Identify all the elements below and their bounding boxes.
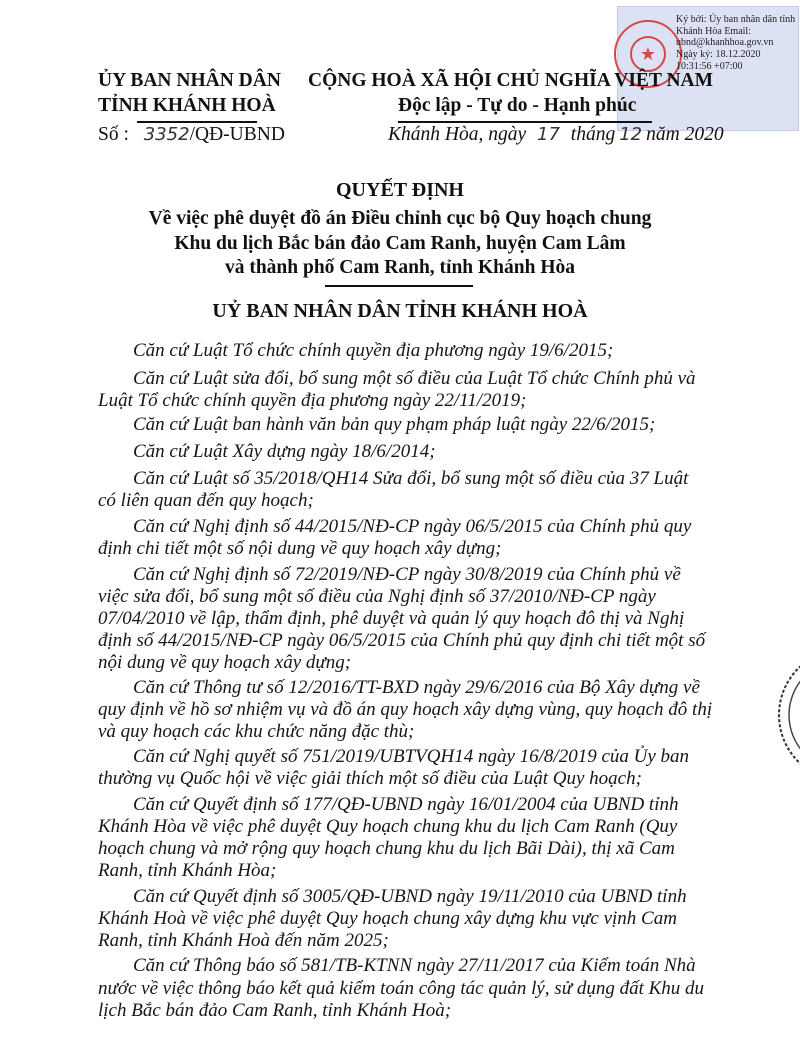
seal-inner-ring — [630, 36, 666, 72]
date-day-handwritten: 17 — [537, 124, 560, 145]
body-line: Căn cứ Luật ban hành văn bản quy phạm pháp luật ngày 22/6/2015; — [133, 414, 656, 435]
body-line: nước về việc thông báo kết quả kiểm toán công tác quản lý, sử dụng đất Khu du — [98, 978, 705, 999]
body-line: Căn cứ Nghị quyết số 751/2019/UBTVQH14 ngày 16/8/2019 của Ủy ban — [133, 746, 690, 767]
motto-underline — [398, 121, 652, 123]
number-handwritten: 3352 — [143, 124, 190, 145]
body-line: Ranh, tỉnh Khánh Hoà đến năm 2025; — [98, 930, 389, 951]
issuer-line-1: ỦY BAN NHÂN DÂN — [98, 70, 281, 91]
body-line: Căn cứ Thông báo số 581/TB-KTNN ngày 27/11/2017 của Kiểm toán Nhà — [133, 955, 696, 976]
decision-title: QUYẾT ĐỊNH — [336, 179, 464, 201]
signature-text: Ký bởi: Ủy ban nhân dân tỉnh Khánh Hòa Email: ubnd@khanhhoa.gov.vn Ngày ký: 18.12.2020 10:31:56 +07:00 — [676, 14, 796, 72]
date-prefix: Khánh Hòa, ngày — [388, 124, 527, 145]
body-line: và quy hoạch các khu chức năng đặc thù; — [98, 721, 415, 742]
body-line: Khánh Hoà về việc phê duyệt Quy hoạch chung xây dựng khu vực vịnh Cam — [98, 908, 677, 929]
body-line: Căn cứ Luật sửa đổi, bổ sung một số điều của Luật Tổ chức Chính phủ và — [133, 368, 696, 389]
partial-stamp-icon — [745, 640, 800, 790]
body-line: Căn cứ Luật Tổ chức chính quyền địa phương ngày 19/6/2015; — [133, 340, 614, 361]
date-month-handwritten: 12 — [619, 124, 643, 145]
body-line: 07/04/2010 về lập, thẩm định, phê duyệt và quản lý quy hoạch đô thị và Nghị — [98, 608, 685, 629]
body-line: hoạch chung và mở rộng quy hoạch chung khu du lịch Bãi Dài), thị xã Cam — [98, 838, 675, 859]
body-line: Ranh, tỉnh Khánh Hòa; — [98, 860, 277, 881]
body-line: Căn cứ Quyết định số 3005/QĐ-UBND ngày 19/11/2010 của UBND tỉnh — [133, 886, 687, 907]
body-line: Căn cứ Nghị định số 44/2015/NĐ-CP ngày 06/5/2015 của Chính phủ quy — [133, 516, 692, 537]
subject-underline — [325, 285, 473, 287]
body-line: định số 44/2015/NĐ-CP ngày 06/5/2015 của Chính phủ quy định chi tiết một số — [98, 630, 706, 651]
decision-subject-1: Về việc phê duyệt đồ án Điều chỉnh cục bộ Quy hoạch chung — [148, 208, 652, 229]
body-line: nội dung về quy hoạch xây dựng; — [98, 652, 352, 673]
body-line: Căn cứ Nghị định số 72/2019/NĐ-CP ngày 30/8/2019 của Chính phủ về — [133, 564, 681, 585]
decision-subject-2: Khu du lịch Bắc bán đảo Cam Ranh, huyện Cam Lâm — [174, 233, 626, 254]
body-line: Luật Tổ chức chính quyền địa phương ngày 22/11/2019; — [98, 390, 527, 411]
number-suffix: /QĐ-UBND — [189, 124, 285, 145]
authority-heading: UỶ BAN NHÂN DÂN TỈNH KHÁNH HOÀ — [212, 300, 588, 322]
body-line: Căn cứ Luật Xây dựng ngày 18/6/2014; — [133, 441, 436, 462]
decision-subject-3: và thành phố Cam Ranh, tỉnh Khánh Hòa — [224, 257, 576, 278]
document-number — [98, 124, 285, 146]
number-prefix: Số : — [98, 124, 129, 145]
body-line: Căn cứ Thông tư số 12/2016/TT-BXD ngày 29/6/2016 của Bộ Xây dựng về — [133, 677, 700, 698]
seal-star-icon: ★ — [639, 44, 657, 64]
body-line: có liên quan đến quy hoạch; — [98, 490, 314, 511]
issuer-underline — [137, 121, 257, 123]
body-line: Khánh Hòa về việc phê duyệt Quy hoạch chung khu du lịch Cam Ranh (Quy — [98, 816, 678, 837]
nation-motto: Độc lập - Tự do - Hạnh phúc — [398, 95, 637, 116]
body-line: việc sửa đổi, bổ sung một số điều của Nghị định số 37/2010/NĐ-CP ngày — [98, 586, 656, 607]
issuer-line-2: TỈNH KHÁNH HOÀ — [98, 95, 276, 116]
body-line: thường vụ Quốc hội về việc giải thích một số điều của Luật Quy hoạch; — [98, 768, 642, 789]
body-line: định chi tiết một số nội dung về quy hoạch xây dựng; — [98, 538, 502, 559]
body-line: quy định về hồ sơ nhiệm vụ và đồ án quy hoạch xây dựng vùng, quy hoạch đô thị — [98, 699, 713, 720]
body-line: lịch Bắc bán đảo Cam Ranh, tỉnh Khánh Hoà; — [98, 1000, 452, 1021]
document-date — [388, 124, 724, 146]
body-line: Căn cứ Quyết định số 177/QĐ-UBND ngày 16/01/2004 của UBND tỉnh — [133, 794, 679, 815]
date-month-label: tháng — [570, 124, 616, 145]
nation-title: CỘNG HOÀ XÃ HỘI CHỦ NGHĨA VIỆT NAM — [308, 70, 714, 91]
body-line: Căn cứ Luật số 35/2018/QH14 Sửa đổi, bổ sung một số điều của 37 Luật — [133, 468, 689, 489]
date-year: năm 2020 — [646, 124, 724, 145]
